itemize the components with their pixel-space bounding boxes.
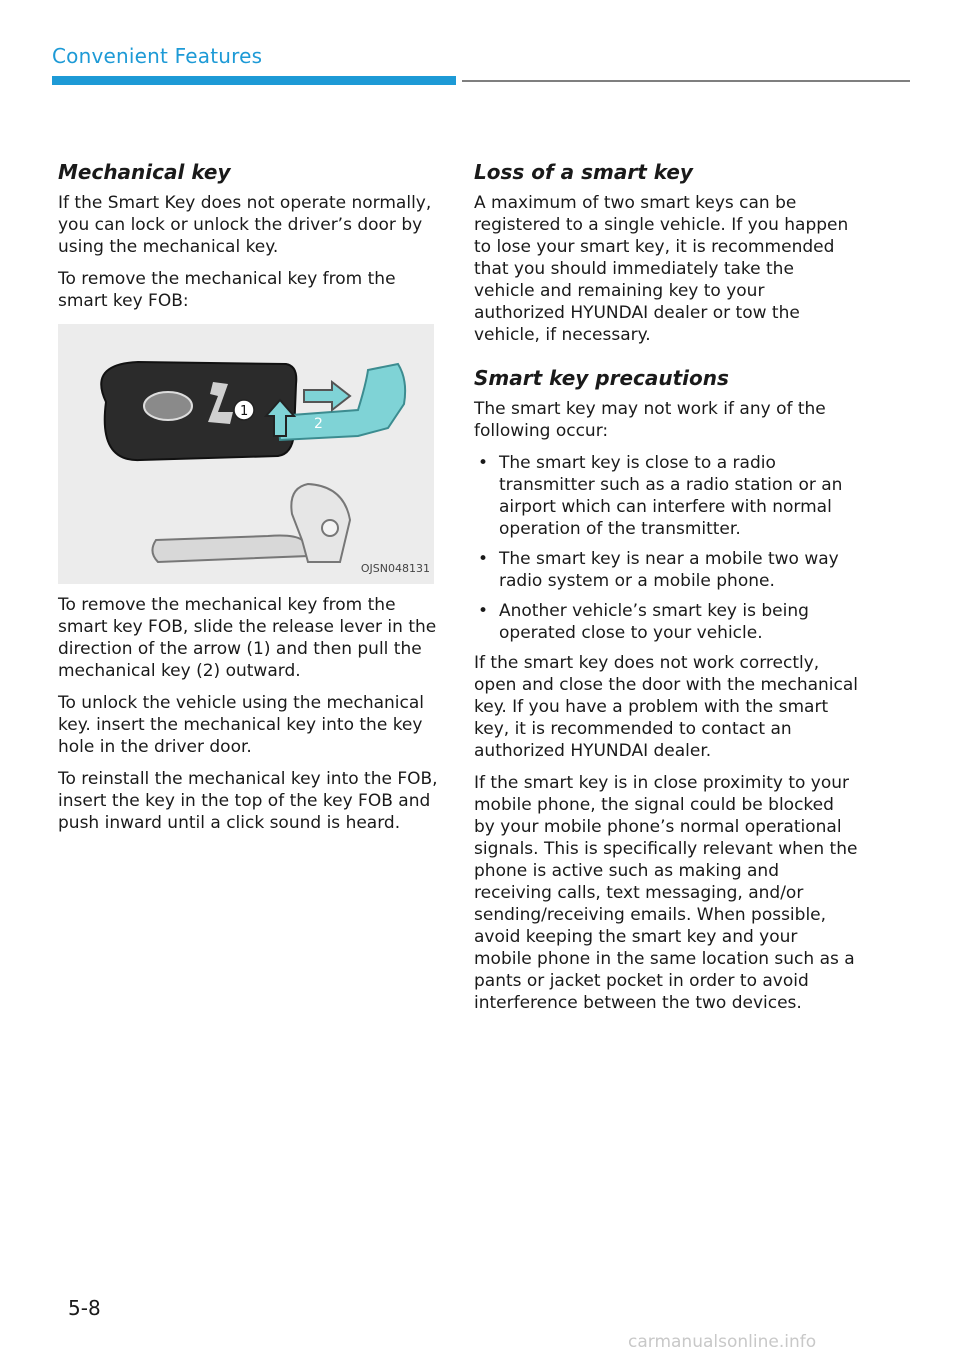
key-ring-hole (322, 520, 338, 536)
mechanical-key-heading: Mechanical key (58, 160, 231, 184)
list-item-text: The smart key is near a mobile two way radio system or a mobile phone. (499, 549, 839, 591)
bullet-mark: • (478, 453, 489, 473)
list-item (474, 548, 858, 592)
paragraph: To remove the mechanical key from the smart key FOB, slide the release lever in the direction of the arrow (1) and then pull the mechanical key (2) outward. (58, 595, 437, 681)
bullet-mark: • (478, 549, 489, 569)
logo-emblem (144, 392, 192, 420)
paragraph: To remove the mechanical key from the smart key FOB: (58, 269, 396, 311)
watermark: carmanualsonline.info (628, 1332, 817, 1352)
callout-1: 1 (240, 404, 249, 419)
paragraph: If the Smart Key does not operate normally, you can lock or unlock the driver’s door by using the mechanical key. (58, 193, 432, 257)
paragraph: To reinstall the mechanical key into the FOB, insert the key in the top of the key FOB and push inward until a click sound is heard. (58, 769, 438, 833)
loss-of-smart-key-heading: Loss of a smart key (474, 160, 693, 184)
precautions-list (474, 452, 858, 644)
list-item (474, 452, 858, 540)
paragraph: If the smart key is in close proximity to your mobile phone, the signal could be blocked by your mobile phone’s normal operational signals. This is specifically relevant when the phone is active such as making and receiving calls, text messaging, and/or sending/receiving emails. When possible, avoid keeping the smart key and your mobile phone in the same location such as a pants or jacket pocket in order to avoid interference between the two devices. (474, 773, 858, 1013)
smart-key-precautions-heading: Smart key precautions (474, 366, 729, 390)
list-item-text: The smart key is close to a radio transmitter such as a radio station or an airport which can interfere with normal operation of the transmitter. (499, 453, 843, 539)
right-column (474, 158, 858, 1024)
pull-arrow (304, 382, 350, 410)
list-item-text: Another vehicle’s smart key is being operated close to your vehicle. (499, 601, 809, 643)
paragraph: If the smart key does not work correctly, open and close the door with the mechanical key. If you have a problem with the smart key, it is recommended to contact an authorized HYUNDAI dealer. (474, 653, 859, 761)
header-accent-bar (52, 76, 456, 85)
callout-2: 2 (314, 416, 323, 432)
list-item (474, 600, 858, 644)
paragraph: The smart key may not work if any of the following occur: (474, 399, 826, 441)
paragraph: A maximum of two smart keys can be registered to a single vehicle. If you happen to lose your smart key, it is recommended that you should immediately take the vehicle and remaining key to your authorized HYUNDAI dealer or tow the vehicle, if necessary. (474, 193, 849, 345)
key-fob-body (101, 362, 296, 460)
paragraph: To unlock the vehicle using the mechanical key. insert the mechanical key into the key hole in the driver door. (58, 693, 424, 757)
bullet-mark: • (478, 601, 489, 621)
smart-key-illustration (58, 324, 434, 584)
page-number: 5-8 (68, 1296, 101, 1320)
left-column (58, 158, 440, 844)
section-title: Convenient Features (52, 44, 263, 68)
figure-code: OJSN048131 (360, 562, 430, 575)
key-fob-drawing (58, 324, 434, 584)
mechanical-key-blade (152, 536, 308, 563)
header-rule (462, 80, 910, 82)
